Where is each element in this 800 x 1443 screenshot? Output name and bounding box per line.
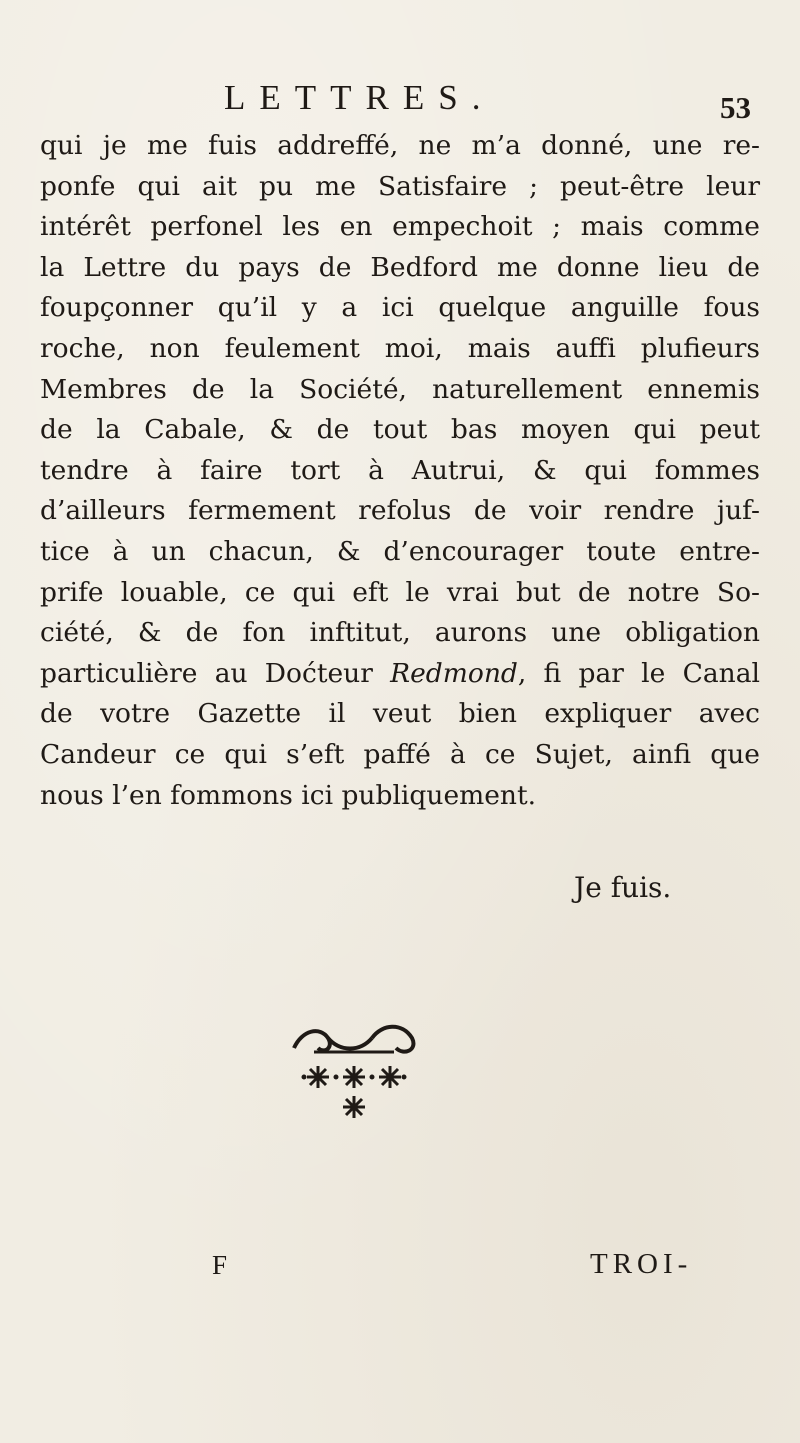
text-line-1: qui je me fuis addreffé, ne m’a donné, une re- bbox=[40, 130, 760, 161]
text-line-14-end: , fi par le Canal bbox=[517, 657, 760, 689]
running-title: LETTRES. bbox=[224, 78, 495, 117]
text-line-14-start: particulière au Doćteur bbox=[40, 657, 391, 689]
text-line-6: roche, non feulement moi, mais auffi plufieurs bbox=[40, 332, 760, 364]
text-line-16: Candeur ce qui s’eft paffé à ce Sujet, ainfi que bbox=[40, 738, 760, 770]
text-line-2: ponfe qui ait pu me Satisfaire ; peut-être leur bbox=[40, 170, 760, 202]
text-line-15: de votre Gazette il veut bien expliquer avec bbox=[40, 698, 760, 730]
printers-ornament-icon bbox=[284, 1008, 424, 1120]
text-line-5: foupçonner qu’il y a ici quelque anguille fous bbox=[40, 292, 760, 324]
text-line-14 bbox=[40, 654, 760, 695]
text-line-13: ciété, & de fon inftitut, aurons une obligation bbox=[40, 617, 760, 649]
letter-body bbox=[40, 126, 760, 816]
text-line-17: nous l’en fommons ici publiquement. bbox=[40, 779, 537, 811]
text-line-4: la Lettre du pays de Bedford me donne lieu de bbox=[40, 251, 760, 283]
person-name-redmond: Redmond bbox=[390, 657, 518, 689]
text-line-9: tendre à faire tort à Autrui, & qui fommes bbox=[40, 454, 760, 486]
text-line-10: d’ailleurs fermement refolus de voir rendre juf- bbox=[40, 495, 760, 527]
closing-signoff: Je fuis. bbox=[574, 871, 672, 904]
catchword: TROI- bbox=[590, 1248, 693, 1280]
text-line-11: tice à un chacun, & d’encourager toute entre- bbox=[40, 535, 760, 567]
text-line-8: de la Cabale, & de tout bas moyen qui peut bbox=[40, 414, 760, 446]
text-line-12: prife louable, ce qui eft le vrai but de notre So- bbox=[40, 576, 760, 608]
text-line-7: Membres de la Société, naturellement ennemis bbox=[40, 373, 760, 405]
signature-mark: F bbox=[212, 1250, 228, 1280]
text-line-3: intérêt perfonel les en empechoit ; mais comme bbox=[40, 211, 760, 243]
page-number: 53 bbox=[720, 90, 751, 125]
